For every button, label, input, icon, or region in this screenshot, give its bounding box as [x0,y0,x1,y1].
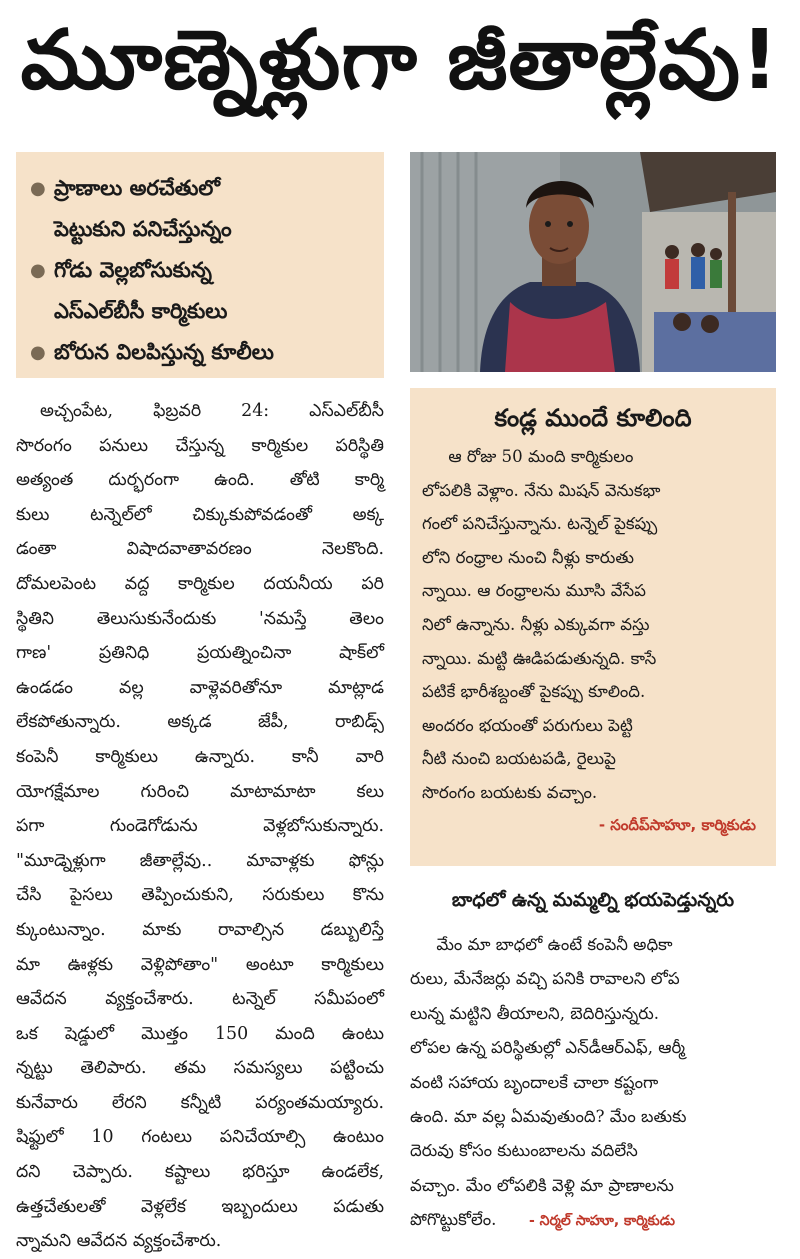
quote-title: కండ్ల ముందే కూలింది [494,404,692,432]
quote-line: న్నాయి. మట్టి ఊడిపడుతున్నది. కాసే [422,648,657,668]
quote-box [410,388,776,866]
article-line: క్కుంటున్నాం. మాకు రావాల్సిన డబ్బులిస్తే [16,919,384,940]
second-quote-signature: - నిర్మల్ సాహూ, కార్మికుడు [528,1213,675,1230]
quote-line: ఉంది. మా వల్ల ఏమవుతుంది? మేం బతుకు [410,1107,687,1127]
second-quote-heading: బాధలో ఉన్న మమ్మల్ని భయపెడ్తున్నరు [451,889,735,911]
article-line: మా ఊళ్లకు వెళ్లిపోతాం" అంటూ కార్మికులు [16,954,384,975]
article-line: అచ్చంపేట, ఫిబ్రవరి 24: ఎస్ఎల్‌బీసీ [40,401,384,421]
article-line: ఉండడం వల్ల వాళ్లెవరితోనూ మాట్లాడ [16,677,384,698]
article-line: దని చెప్పారు. కష్టాలు భరిస్తూ ఉండలేక, [16,1162,384,1183]
article-line: డంతా విషాదవాతావరణం నెలకొంది. [16,539,384,560]
article-line: "మూడ్నెళ్లుగా జీతాల్లేవు.. మావాళ్లకు ఫోన్లు [16,850,384,871]
article-line: యోగక్షేమాల గురించి మాటామాటా కలు [16,781,384,802]
article-line: దోమలపెంట వద్ద కార్మికుల దయనీయ పరి [16,573,384,594]
quote-line: లున్న మట్టిని తీయాలని, బెదిరిస్తున్నరు. [410,1003,660,1023]
article-line: అత్యంత దుర్భరంగా ఉంది. తోటి కార్మి [16,470,384,491]
article-line: షిఫ్టులో 10 గంటలు పనిచేయాల్సి ఉంటుం [16,1127,384,1148]
article-line: పగా గుండెగోడును వెళ్లబోసుకున్నారు. [16,816,384,837]
quote-line: మేం మా బాధలో ఉంటే కంపెనీ అధికా [410,935,673,954]
article-line: ఉత్తచేతులతో వెళ్లలేక ఇబ్బందులు పడుతు [16,1196,384,1217]
article-line: కులు టన్నెల్‌లో చిక్కుకుపోవడంతో అక్క [16,504,384,525]
second-quote-body [410,928,776,1239]
bullet-item [30,168,374,209]
quote-line: సొరంగం బయటకు వచ్చాం. [422,782,598,802]
bullet-dot-icon: ● [30,178,46,199]
quote-line: నీటి నుంచి బయటపడి, రైలుపై [422,749,616,769]
article-line: లేకపోతున్నారు. అక్కడ జేపీ, రాబిడ్స్ [16,712,384,733]
worker-portrait-icon [410,152,776,372]
bullet-dot-icon: ● [30,342,46,363]
worker-photo [410,152,776,372]
quote-line: దెరువు కోసం కుటుంబాలను వదిలేసి [410,1141,638,1161]
bullet-text: ప్రాణాలు అరచేతులో [54,176,221,200]
article-line: స్థితిని తెలుసుకునేందుకు 'నమస్తే తెలం [16,608,384,629]
quote-line: న్నాయి. ఆ రంధ్రాలను మూసి వేసేప [422,581,646,601]
headline: మూణ్నెళ్లుగా జీతాల్లేవు! [20,12,780,108]
article-line: సొరంగం పనులు చేస్తున్న కార్మికుల పరిస్థితి [16,435,384,456]
quote-body [422,440,764,810]
quote-line: లోని రంధ్రాల నుంచి నీళ్లు కారుతు [422,547,634,567]
article-line: ఒక షెడ్డులో మొత్తం 150 మంది ఉంటు [16,1023,384,1044]
quote-line-last [410,1203,776,1238]
bullet-dot-icon: ● [30,260,46,281]
quote-line: లోపల ఉన్న పరిస్థితుల్లో ఎన్‌డీఆర్ఎఫ్, ఆర్మీ [410,1038,686,1058]
article-line: కంపెనీ కార్మికులు ఉన్నారు. కానీ వారి [16,746,384,767]
bullet-text: గోడు వెల్లబోసుకున్న [54,258,212,282]
quote-line: రులు, మేనేజర్లు వచ్చి పనికి రావాలని లోప [410,969,680,989]
highlights-box [16,152,384,378]
bullet-text-continued: ఎస్ఎల్‌బీసీ కార్మికులు [54,299,228,323]
quote-line: అందరం భయంతో పరుగులు పెట్టి [422,715,633,735]
quote-line: గంలో పనిచేస్తున్నాను. టన్నెల్ పైకప్పు [422,514,658,534]
article-line: కునేవారు లేరని కన్నీటి పర్యంతమయ్యారు. [16,1092,384,1113]
article-line: న్నట్టు తెలిపారు. తమ సమస్యలు పట్టించు [16,1058,384,1079]
bullet-text-continued: పెట్టుకుని పనిచేస్తున్నం [54,217,232,241]
bullet-text: బోరున విలపిస్తున్న కూలీలు [54,340,274,364]
quote-line: లోపలికి వెళ్లాం. నేను మిషన్ వెనుకభా [422,480,661,500]
article-body [16,394,384,1259]
quote-line: పటికే భారీశబ్దంతో పైకప్పు కూలింది. [422,682,646,702]
article-line: గాణ' ప్రతినిధి ప్రయత్నించినా షాక్‌లో [16,643,384,664]
article-line: ఆవేదన వ్యక్తంచేశారు. టన్నెల్ సమీపంలో [16,989,384,1010]
quote-line: ఆ రోజు 50 మంది కార్మికులం [422,447,634,466]
quote-signature: - సందీప్‌సాహూ, కార్మికుడు [598,815,756,834]
quote-line-text: పోగొట్టుకోలేం. [410,1210,497,1230]
quote-line: వంటి సహాయ బృందాలకే చాలా కష్టంగా [410,1072,659,1092]
quote-line: వచ్చాం. మేం లోపలికి వెళ్లి మా ప్రాణాలను [410,1175,674,1195]
article-line: చేసి పైసలు తెప్పించుకుని, సరుకులు కొను [16,885,384,906]
bullet-item [30,332,374,373]
article-line: న్నామని ఆవేదన వ్యక్తంచేశారు. [16,1231,222,1252]
bullet-item [30,250,374,291]
quote-line: నిలో ఉన్నాను. నీళ్లు ఎక్కువగా వస్తు [422,614,650,634]
